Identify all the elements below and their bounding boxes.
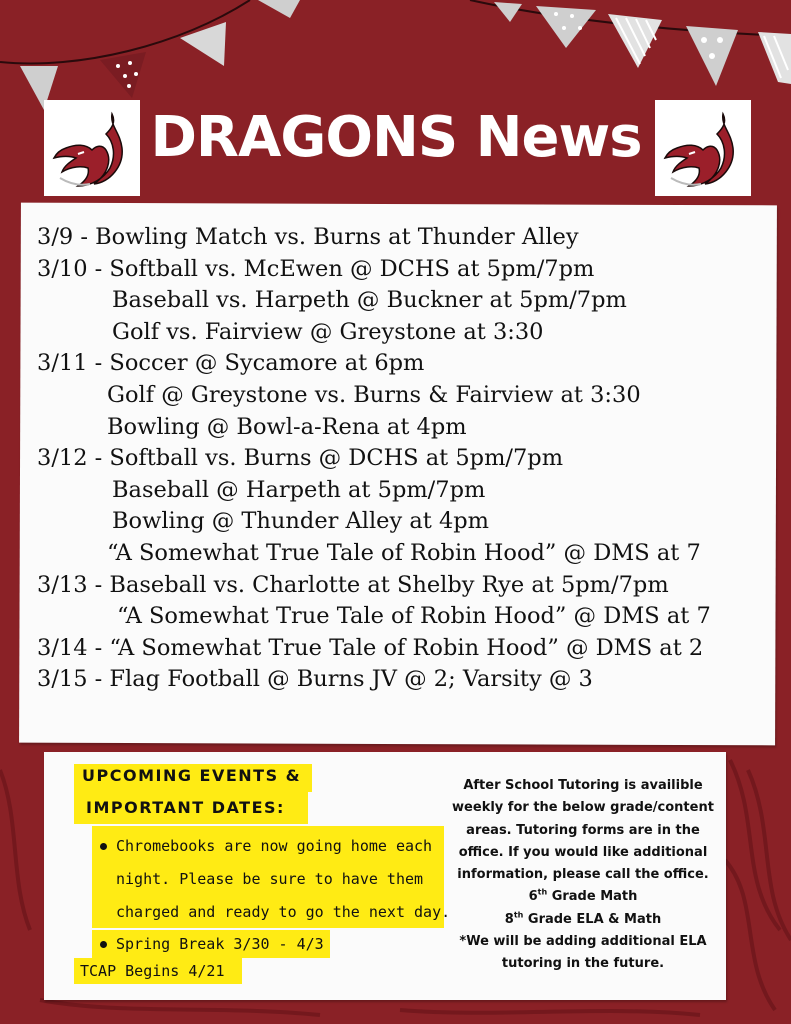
schedule-line: 3/9 - Bowling Match vs. Burns at Thunder Alley (37, 224, 579, 250)
page-title: DRAGONS News (150, 105, 642, 170)
tutoring-grade-6: 6th Grade Math (528, 888, 638, 905)
schedule-line: 3/10 - Softball vs. McEwen @ DCHS at 5pm/7pm (37, 255, 595, 282)
schedule-line: 3/11 - Soccer @ Sycamore at 6pm (37, 350, 425, 377)
tutoring-grade-8: 8th Grade ELA & Math (504, 910, 662, 927)
bullet-icon (100, 941, 107, 948)
tutoring-line: areas. Tutoring forms are in the (466, 822, 700, 838)
tutoring-info (442, 775, 724, 976)
tutoring-line: weekly for the below grade/content (452, 800, 714, 816)
tutoring-note: *We will be adding additional ELA (459, 934, 707, 950)
event-bullet-text: Spring Break 3/30 - 4/3 (116, 935, 324, 953)
schedule-list (37, 222, 777, 696)
schedule-line: 3/13 - Baseball vs. Charlotte at Shelby Rye at 5pm/7pm (37, 571, 669, 598)
bunting-decoration (0, 0, 791, 110)
events-heading: UPCOMING EVENTS & (82, 766, 302, 785)
tutoring-note: tutoring in the future. (501, 956, 665, 972)
dragon-icon (661, 106, 745, 190)
dragon-icon (50, 106, 134, 190)
schedule-line: Golf vs. Fairview @ Greystone at 3:30 (112, 318, 544, 345)
schedule-line: Baseball vs. Harpeth @ Buckner at 5pm/7pm (112, 287, 627, 314)
tcap-text: TCAP Begins 4/21 (80, 962, 225, 980)
schedule-line: “A Somewhat True Tale of Robin Hood” @ DMS at 7 (107, 539, 701, 566)
event-bullet-text: charged and ready to go the next day. (116, 903, 451, 921)
dragon-logo-left (44, 100, 140, 196)
schedule-line: 3/14 - “A Somewhat True Tale of Robin Hood” @ DMS at 2 (37, 634, 704, 661)
schedule-line: 3/15 - Flag Football @ Burns JV @ 2; Varsity @ 3 (37, 666, 593, 693)
tutoring-line: office. If you would like additional (458, 844, 708, 860)
schedule-line: Golf @ Greystone vs. Burns & Fairview at 3:30 (107, 381, 641, 408)
schedule-line: “A Somewhat True Tale of Robin Hood” @ DMS at 7 (117, 603, 711, 630)
event-bullet-text: Chromebooks are now going home each (116, 837, 433, 855)
schedule-line: 3/12 - Softball vs. Burns @ DCHS at 5pm/7pm (37, 445, 564, 472)
dragon-logo-right (655, 100, 751, 196)
events-heading: IMPORTANT DATES: (86, 798, 285, 817)
schedule-line: Bowling @ Thunder Alley at 4pm (112, 508, 490, 535)
bullet-icon (100, 843, 107, 850)
tutoring-line: information, please call the office. (457, 867, 709, 883)
schedule-line: Bowling @ Bowl-a-Rena at 4pm (107, 413, 467, 440)
tutoring-line: After School Tutoring is availible (463, 778, 703, 793)
event-bullet-text: night. Please be sure to have them (116, 870, 424, 888)
schedule-line: Baseball @ Harpeth at 5pm/7pm (112, 476, 486, 503)
